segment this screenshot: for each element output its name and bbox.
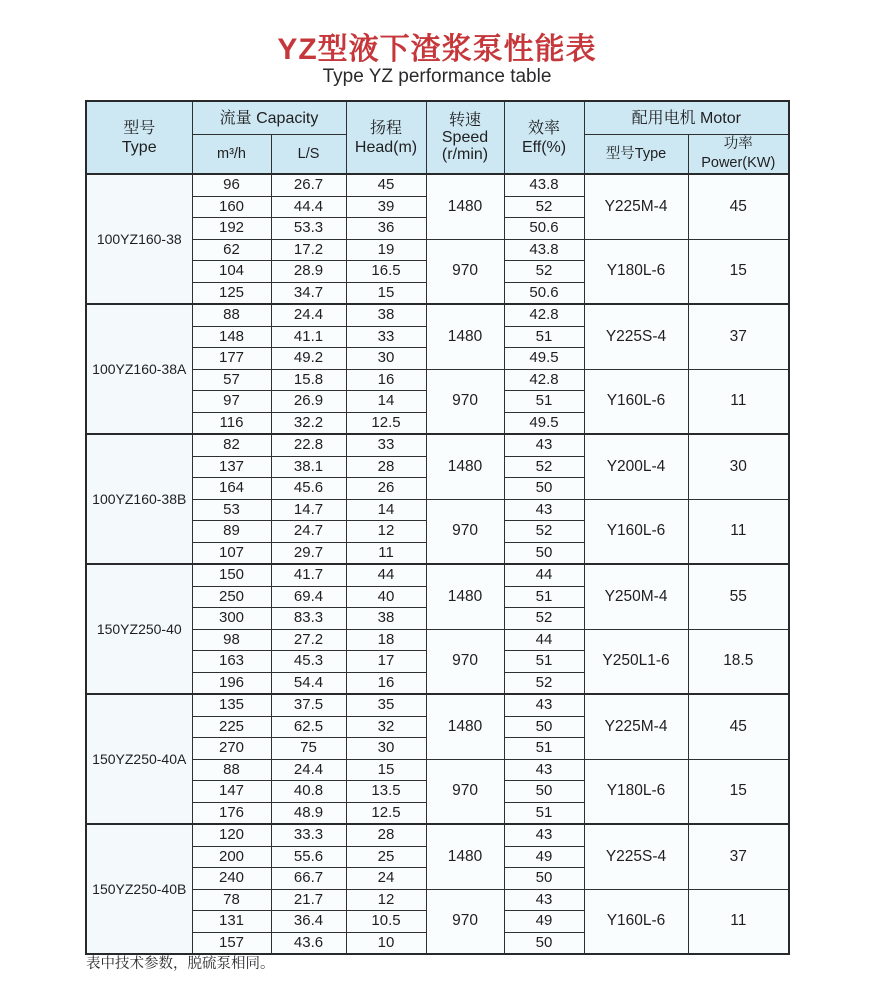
eff-cell: 52	[504, 196, 584, 218]
motor-model-cell: Y180L-6	[584, 759, 688, 824]
capacity-ls-cell: 69.4	[271, 586, 346, 608]
motor-model-cell: Y180L-6	[584, 239, 688, 304]
header-eff-zh: 效率	[528, 119, 561, 137]
table-row	[86, 174, 789, 196]
motor-model-cell: Y225S-4	[584, 304, 688, 369]
capacity-m3h-cell: 78	[192, 889, 271, 911]
motor-power-cell: 11	[688, 499, 789, 564]
model-cell: 150YZ250-40A	[86, 694, 192, 824]
speed-cell: 1480	[426, 694, 504, 759]
eff-cell: 43	[504, 499, 584, 521]
head-cell: 33	[346, 434, 426, 456]
capacity-ls-cell: 17.2	[271, 239, 346, 261]
header-motor-model: 型号Type	[584, 135, 688, 175]
header-head-zh: 扬程	[370, 119, 403, 137]
speed-cell: 970	[426, 629, 504, 694]
motor-model-cell: Y160L-6	[584, 369, 688, 434]
eff-cell: 50	[504, 932, 584, 954]
head-cell: 33	[346, 326, 426, 348]
head-cell: 24	[346, 868, 426, 890]
capacity-m3h-cell: 250	[192, 586, 271, 608]
capacity-m3h-cell: 57	[192, 369, 271, 391]
table-row	[86, 889, 789, 911]
header-capacity-m3h: m³/h	[192, 135, 271, 175]
capacity-ls-cell: 62.5	[271, 716, 346, 738]
header-motor-power: 功率Power(KW)	[688, 135, 789, 175]
capacity-ls-cell: 54.4	[271, 672, 346, 694]
speed-cell: 1480	[426, 304, 504, 369]
eff-cell: 51	[504, 738, 584, 760]
head-cell: 17	[346, 651, 426, 673]
eff-cell: 49	[504, 846, 584, 868]
capacity-m3h-cell: 163	[192, 651, 271, 673]
capacity-ls-cell: 45.3	[271, 651, 346, 673]
capacity-ls-cell: 44.4	[271, 196, 346, 218]
head-cell: 25	[346, 846, 426, 868]
head-cell: 16.5	[346, 261, 426, 283]
capacity-ls-cell: 14.7	[271, 499, 346, 521]
header-speed	[426, 101, 504, 174]
capacity-m3h-cell: 137	[192, 456, 271, 478]
eff-cell: 49.5	[504, 348, 584, 370]
eff-cell: 50.6	[504, 218, 584, 240]
page-subtitle: Type YZ performance table	[322, 66, 552, 87]
header-speed-en: Speed	[441, 129, 489, 146]
capacity-m3h-cell: 160	[192, 196, 271, 218]
eff-cell: 51	[504, 326, 584, 348]
motor-power-cell: 18.5	[688, 629, 789, 694]
model-cell: 100YZ160-38B	[86, 434, 192, 564]
table-row	[86, 369, 789, 391]
capacity-ls-cell: 66.7	[271, 868, 346, 890]
capacity-ls-cell: 37.5	[271, 694, 346, 716]
table-row	[86, 759, 789, 781]
motor-model-cell: Y250M-4	[584, 564, 688, 629]
head-cell: 18	[346, 629, 426, 651]
capacity-ls-cell: 34.7	[271, 282, 346, 304]
eff-cell: 44	[504, 564, 584, 586]
capacity-m3h-cell: 147	[192, 781, 271, 803]
motor-model-cell: Y160L-6	[584, 499, 688, 564]
motor-power-cell: 11	[688, 369, 789, 434]
head-cell: 28	[346, 824, 426, 846]
head-cell: 38	[346, 608, 426, 630]
capacity-ls-cell: 41.7	[271, 564, 346, 586]
capacity-ls-cell: 83.3	[271, 608, 346, 630]
capacity-ls-cell: 75	[271, 738, 346, 760]
head-cell: 35	[346, 694, 426, 716]
speed-cell: 970	[426, 369, 504, 434]
motor-model-cell: Y200L-4	[584, 434, 688, 499]
capacity-m3h-cell: 176	[192, 802, 271, 824]
capacity-m3h-cell: 196	[192, 672, 271, 694]
header-eff-en: Eff(%)	[521, 138, 567, 156]
capacity-ls-cell: 41.1	[271, 326, 346, 348]
capacity-m3h-cell: 225	[192, 716, 271, 738]
eff-cell: 52	[504, 456, 584, 478]
head-cell: 12.5	[346, 412, 426, 434]
head-cell: 16	[346, 369, 426, 391]
capacity-m3h-cell: 192	[192, 218, 271, 240]
motor-model-cell: Y225M-4	[584, 174, 688, 239]
head-cell: 38	[346, 304, 426, 326]
capacity-m3h-cell: 150	[192, 564, 271, 586]
capacity-ls-cell: 26.9	[271, 391, 346, 413]
capacity-ls-cell: 22.8	[271, 434, 346, 456]
speed-cell: 970	[426, 759, 504, 824]
capacity-m3h-cell: 116	[192, 412, 271, 434]
capacity-ls-cell: 48.9	[271, 802, 346, 824]
capacity-m3h-cell: 125	[192, 282, 271, 304]
head-cell: 12	[346, 521, 426, 543]
performance-table-body	[86, 174, 789, 954]
capacity-ls-cell: 29.7	[271, 542, 346, 564]
capacity-ls-cell: 43.6	[271, 932, 346, 954]
capacity-m3h-cell: 300	[192, 608, 271, 630]
eff-cell: 51	[504, 651, 584, 673]
table-row	[86, 564, 789, 586]
head-cell: 12	[346, 889, 426, 911]
head-cell: 10	[346, 932, 426, 954]
capacity-m3h-cell: 53	[192, 499, 271, 521]
capacity-ls-cell: 24.7	[271, 521, 346, 543]
speed-cell: 1480	[426, 434, 504, 499]
eff-cell: 43	[504, 434, 584, 456]
capacity-ls-cell: 55.6	[271, 846, 346, 868]
head-cell: 30	[346, 738, 426, 760]
capacity-ls-cell: 32.2	[271, 412, 346, 434]
model-cell: 150YZ250-40	[86, 564, 192, 694]
eff-cell: 50	[504, 478, 584, 500]
capacity-ls-cell: 38.1	[271, 456, 346, 478]
capacity-m3h-cell: 82	[192, 434, 271, 456]
eff-cell: 44	[504, 629, 584, 651]
eff-cell: 52	[504, 608, 584, 630]
head-cell: 32	[346, 716, 426, 738]
capacity-ls-cell: 15.8	[271, 369, 346, 391]
eff-cell: 50	[504, 542, 584, 564]
header-capacity-group: 流量 Capacity	[192, 101, 346, 135]
header-row-1	[86, 101, 789, 135]
header-capacity-ls: L/S	[271, 135, 346, 175]
eff-cell: 49	[504, 911, 584, 933]
eff-cell: 52	[504, 521, 584, 543]
capacity-ls-cell: 27.2	[271, 629, 346, 651]
header-model-en: Type	[121, 138, 157, 156]
model-cell: 100YZ160-38	[86, 174, 192, 304]
table-row	[86, 694, 789, 716]
head-cell: 40	[346, 586, 426, 608]
speed-cell: 970	[426, 239, 504, 304]
motor-power-cell: 45	[688, 174, 789, 239]
capacity-ls-cell: 49.2	[271, 348, 346, 370]
performance-table	[85, 100, 790, 955]
head-cell: 44	[346, 564, 426, 586]
table-row	[86, 304, 789, 326]
eff-cell: 43.8	[504, 174, 584, 196]
capacity-m3h-cell: 131	[192, 911, 271, 933]
header-head	[346, 101, 426, 174]
head-cell: 36	[346, 218, 426, 240]
header-model-zh: 型号	[123, 119, 156, 137]
speed-cell: 970	[426, 889, 504, 954]
motor-model-cell: Y250L1-6	[584, 629, 688, 694]
capacity-ls-cell: 28.9	[271, 261, 346, 283]
eff-cell: 52	[504, 672, 584, 694]
header-speed-unit: (r/min)	[441, 146, 489, 163]
head-cell: 10.5	[346, 911, 426, 933]
motor-power-cell: 37	[688, 824, 789, 889]
motor-power-cell: 11	[688, 889, 789, 954]
eff-cell: 51	[504, 586, 584, 608]
table-row	[86, 824, 789, 846]
header-eff	[504, 101, 584, 174]
speed-cell: 1480	[426, 174, 504, 239]
capacity-ls-cell: 40.8	[271, 781, 346, 803]
capacity-m3h-cell: 200	[192, 846, 271, 868]
capacity-ls-cell: 24.4	[271, 304, 346, 326]
eff-cell: 50	[504, 716, 584, 738]
head-cell: 15	[346, 282, 426, 304]
head-cell: 14	[346, 499, 426, 521]
motor-power-cell: 45	[688, 694, 789, 759]
capacity-m3h-cell: 148	[192, 326, 271, 348]
capacity-m3h-cell: 96	[192, 174, 271, 196]
capacity-ls-cell: 53.3	[271, 218, 346, 240]
eff-cell: 50	[504, 868, 584, 890]
capacity-m3h-cell: 88	[192, 304, 271, 326]
capacity-m3h-cell: 89	[192, 521, 271, 543]
head-cell: 30	[346, 348, 426, 370]
capacity-m3h-cell: 88	[192, 759, 271, 781]
motor-model-cell: Y225S-4	[584, 824, 688, 889]
capacity-ls-cell: 21.7	[271, 889, 346, 911]
eff-cell: 51	[504, 391, 584, 413]
header-head-en: Head(m)	[354, 138, 418, 156]
capacity-m3h-cell: 270	[192, 738, 271, 760]
capacity-m3h-cell: 107	[192, 542, 271, 564]
model-cell: 150YZ250-40B	[86, 824, 192, 954]
capacity-ls-cell: 33.3	[271, 824, 346, 846]
capacity-ls-cell: 36.4	[271, 911, 346, 933]
capacity-m3h-cell: 177	[192, 348, 271, 370]
footnote: 表中技术参数，脱硫泵相同。	[86, 956, 275, 972]
speed-cell: 970	[426, 499, 504, 564]
capacity-m3h-cell: 62	[192, 239, 271, 261]
head-cell: 28	[346, 456, 426, 478]
eff-cell: 43.8	[504, 239, 584, 261]
capacity-ls-cell: 45.6	[271, 478, 346, 500]
head-cell: 12.5	[346, 802, 426, 824]
speed-cell: 1480	[426, 824, 504, 889]
model-cell: 100YZ160-38A	[86, 304, 192, 434]
eff-cell: 43	[504, 824, 584, 846]
capacity-m3h-cell: 98	[192, 629, 271, 651]
capacity-m3h-cell: 240	[192, 868, 271, 890]
motor-power-cell: 15	[688, 239, 789, 304]
eff-cell: 42.8	[504, 304, 584, 326]
motor-power-cell: 37	[688, 304, 789, 369]
head-cell: 26	[346, 478, 426, 500]
head-cell: 39	[346, 196, 426, 218]
header-model	[86, 101, 192, 174]
eff-cell: 43	[504, 889, 584, 911]
page-title: YZ型液下渣浆泵性能表	[277, 33, 597, 66]
capacity-m3h-cell: 164	[192, 478, 271, 500]
head-cell: 45	[346, 174, 426, 196]
head-cell: 16	[346, 672, 426, 694]
capacity-m3h-cell: 157	[192, 932, 271, 954]
head-cell: 19	[346, 239, 426, 261]
eff-cell: 43	[504, 694, 584, 716]
eff-cell: 50.6	[504, 282, 584, 304]
motor-power-cell: 30	[688, 434, 789, 499]
head-cell: 14	[346, 391, 426, 413]
capacity-ls-cell: 26.7	[271, 174, 346, 196]
capacity-m3h-cell: 104	[192, 261, 271, 283]
head-cell: 11	[346, 542, 426, 564]
eff-cell: 42.8	[504, 369, 584, 391]
motor-model-cell: Y160L-6	[584, 889, 688, 954]
table-header	[86, 101, 789, 174]
head-cell: 13.5	[346, 781, 426, 803]
eff-cell: 51	[504, 802, 584, 824]
eff-cell: 43	[504, 759, 584, 781]
eff-cell: 52	[504, 261, 584, 283]
motor-power-cell: 15	[688, 759, 789, 824]
motor-model-cell: Y225M-4	[584, 694, 688, 759]
eff-cell: 50	[504, 781, 584, 803]
table-row	[86, 239, 789, 261]
speed-cell: 1480	[426, 564, 504, 629]
header-motor-group: 配用电机 Motor	[584, 101, 789, 135]
capacity-m3h-cell: 97	[192, 391, 271, 413]
motor-power-cell: 55	[688, 564, 789, 629]
table-row	[86, 629, 789, 651]
head-cell: 15	[346, 759, 426, 781]
capacity-m3h-cell: 135	[192, 694, 271, 716]
capacity-ls-cell: 24.4	[271, 759, 346, 781]
capacity-m3h-cell: 120	[192, 824, 271, 846]
table-row	[86, 434, 789, 456]
eff-cell: 49.5	[504, 412, 584, 434]
table-row	[86, 499, 789, 521]
header-speed-zh: 转速	[449, 112, 482, 129]
